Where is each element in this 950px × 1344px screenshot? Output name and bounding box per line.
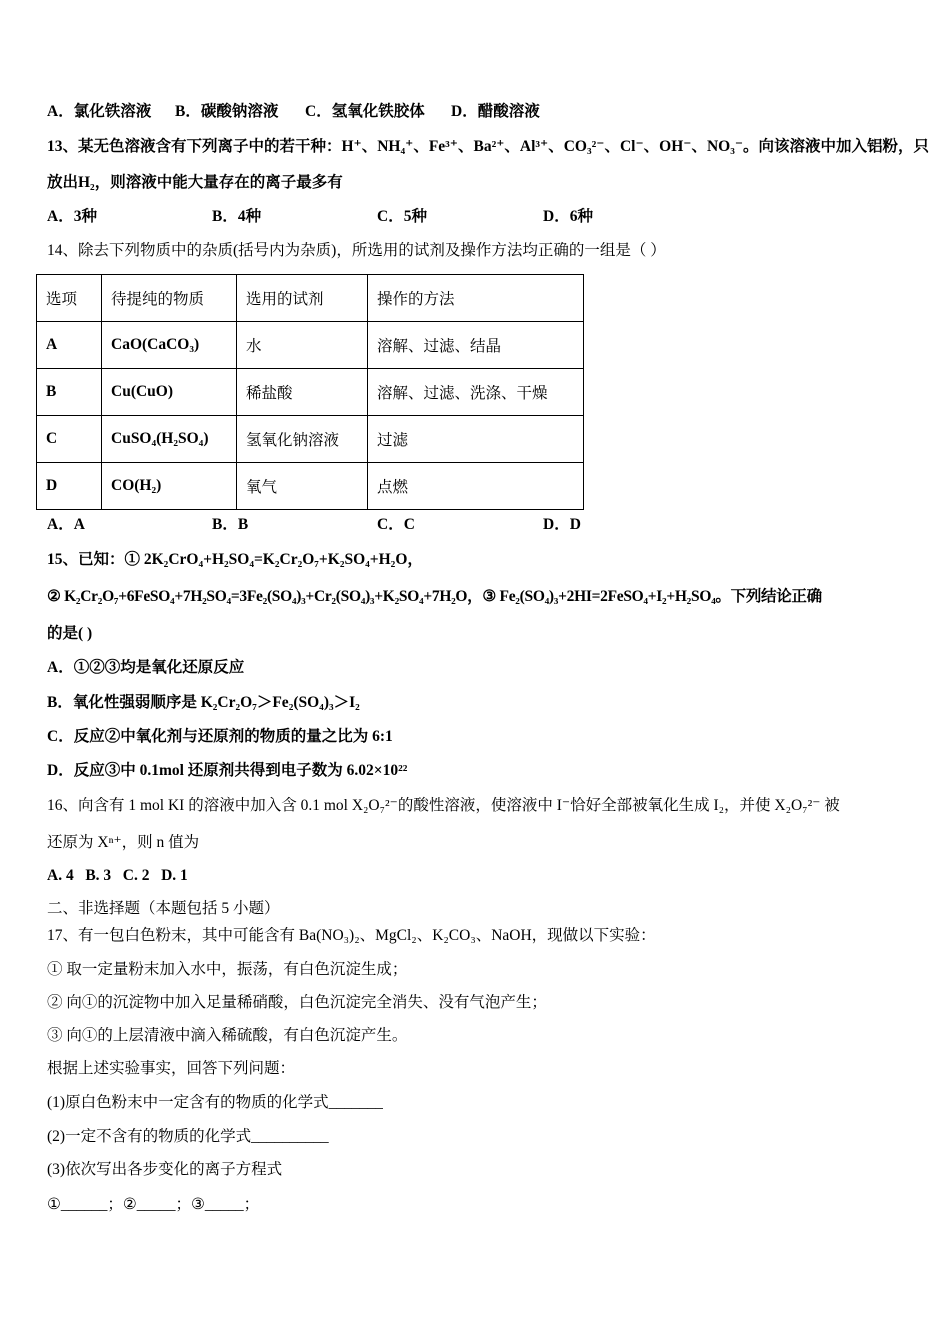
q14-option-a: A．A [47, 516, 85, 533]
q14-table [36, 274, 584, 510]
q13-stem-line2: 放出H₂，则溶液中能大量存在的离子最多有 [47, 174, 343, 191]
q13-option-c: C．5种 [377, 208, 427, 225]
table-cell: 水 [237, 322, 368, 369]
table-cell: 氧气 [237, 463, 368, 510]
table-header-row [37, 275, 584, 322]
header-cell: 待提纯的物质 [102, 275, 237, 322]
option-c: C．氢氧化铁胶体 [305, 103, 425, 120]
table-row [37, 369, 584, 416]
header-cell: 选项 [37, 275, 102, 322]
option-a: A．氯化铁溶液 [47, 103, 152, 120]
q17-sub-1: (1)原白色粉末中一定含有的物质的化学式_______ [47, 1094, 383, 1111]
table-cell: C [37, 416, 102, 463]
table-cell: CaO(CaCO₃) [102, 322, 237, 369]
q14-option-b: B．B [212, 516, 249, 533]
q15-option-b: B．氧化性强弱顺序是 K₂Cr₂O₇＞Fe₂(SO₄)₃＞I₂ [47, 694, 360, 711]
q15-stem-line3: 的是( ) [47, 625, 93, 642]
q17-sub-4: ①______；②_____；③_____； [47, 1196, 260, 1213]
q16-options: A. 4 B. 3 C. 2 D. 1 [47, 867, 188, 884]
q17-sub-2: (2)一定不含有的物质的化学式__________ [47, 1128, 329, 1145]
q17-sub-3: (3)依次写出各步变化的离子方程式 [47, 1161, 283, 1178]
q16-stem-line1: 16、向含有 1 mol KI 的溶液中加入含 0.1 mol X₂O₇²⁻的酸性溶液，使溶液中 I⁻恰好全部被氧化生成 I₂，并使 X₂O₇²⁻ 被 [47, 797, 840, 814]
table-cell: B [37, 369, 102, 416]
header-cell: 操作的方法 [368, 275, 584, 322]
option-b: B．碳酸钠溶液 [175, 103, 279, 120]
q15-option-c: C．反应②中氧化剂与还原剂的物质的量之比为 6:1 [47, 728, 393, 745]
q17-prompt: 根据上述实验事实，回答下列问题： [47, 1060, 296, 1077]
table-cell: 稀盐酸 [237, 369, 368, 416]
table-row [37, 463, 584, 510]
section-heading: 二、非选择题（本题包括 5 小题） [47, 900, 280, 917]
q17-step-1: ① 取一定量粉末加入水中，振荡，有白色沉淀生成； [47, 961, 408, 978]
q14-option-c: C．C [377, 516, 415, 533]
q14-option-d: D．D [543, 516, 581, 533]
table-cell: 溶解、过滤、结晶 [368, 322, 584, 369]
q14-stem: 14、除去下列物质中的杂质(括号内为杂质)，所选用的试剂及操作方法均正确的一组是（ ） [47, 242, 666, 259]
table-cell: CO(H₂) [102, 463, 237, 510]
table-row [37, 322, 584, 369]
table-cell: A [37, 322, 102, 369]
q13-stem-line1: 13、某无色溶液含有下列离子中的若干种：H⁺、NH₄⁺、Fe³⁺、Ba²⁺、Al³⁺、CO₃²⁻、Cl⁻、OH⁻、NO₃⁻。向该溶液中加入铝粉，只 [47, 138, 930, 155]
q15-stem-line2: ② K₂Cr₂O₇+6FeSO₄+7H₂SO₄=3Fe₂(SO₄)₃+Cr₂(SO₄)₃+K₂SO₄+7H₂O，③ Fe₂(SO₄)₃+2HI=2FeSO₄+I₂+H₂SO₄。下列结论正确 [47, 588, 822, 605]
table-cell: 氢氧化钠溶液 [237, 416, 368, 463]
q17-stem: 17、有一包白色粉末，其中可能含有 Ba(NO₃)₂、MgCl₂、K₂CO₃、NaOH，现做以下实验： [47, 927, 656, 944]
table-cell: CuSO₄(H₂SO₄) [102, 416, 237, 463]
table-row [37, 416, 584, 463]
q17-step-3: ③ 向①的上层清液中滴入稀硫酸，有白色沉淀产生。 [47, 1027, 408, 1044]
header-cell: 选用的试剂 [237, 275, 368, 322]
q15-option-a: A．①②③均是氧化还原反应 [47, 659, 245, 676]
table-cell: 溶解、过滤、洗涤、干燥 [368, 369, 584, 416]
q13-option-d: D．6种 [543, 208, 593, 225]
table-cell: 过滤 [368, 416, 584, 463]
table-cell: 点燃 [368, 463, 584, 510]
q17-step-2: ② 向①的沉淀物中加入足量稀硝酸，白色沉淀完全消失、没有气泡产生； [47, 994, 547, 1011]
table-cell: Cu(CuO) [102, 369, 237, 416]
q15-stem-line1: 15、已知：① 2K₂CrO₄+H₂SO₄=K₂Cr₂O₇+K₂SO₄+H₂O， [47, 551, 423, 568]
q15-option-d: D．反应③中 0.1mol 还原剂共得到电子数为 6.02×10²² [47, 762, 408, 779]
q16-stem-line2: 还原为 Xⁿ⁺，则 n 值为 [47, 834, 200, 851]
q13-option-a: A．3种 [47, 208, 97, 225]
option-d: D．醋酸溶液 [451, 103, 540, 120]
table-cell: D [37, 463, 102, 510]
q13-option-b: B．4种 [212, 208, 262, 225]
